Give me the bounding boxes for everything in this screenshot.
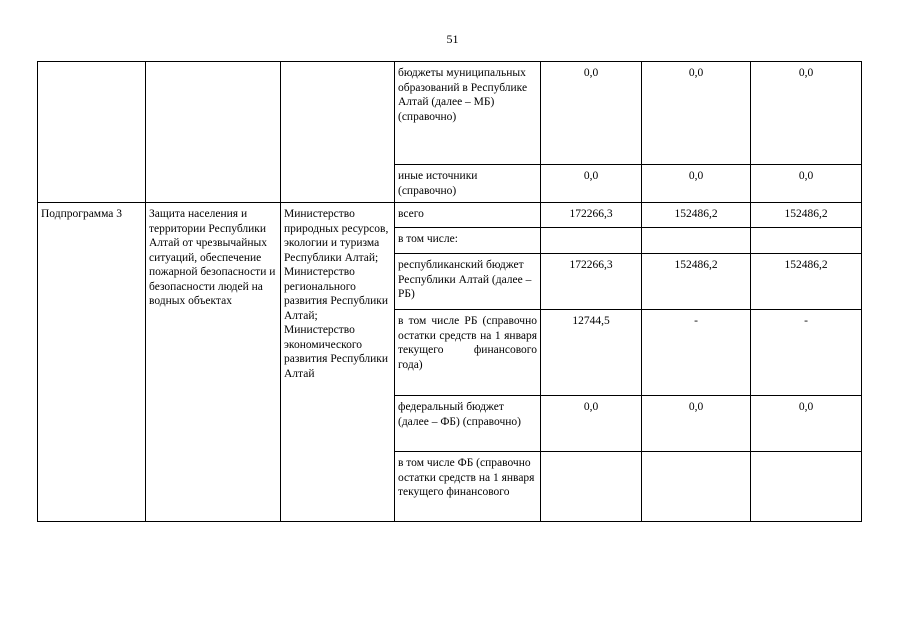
value-cell [541, 228, 642, 254]
subprogram-code-cell: Подпрограмма 3 [38, 203, 146, 522]
value-cell: 152486,2 [642, 203, 751, 228]
value-cell: 12744,5 [541, 310, 642, 396]
funding-source-cell: иные источники (справочно) [395, 165, 541, 203]
funding-source-cell [395, 310, 541, 396]
value-cell: 172266,3 [541, 254, 642, 310]
value-cell: - [751, 310, 862, 396]
funding-source-cell: федеральный бюджет (далее – ФБ) (справочно) [395, 396, 541, 452]
empty-cell [146, 62, 281, 203]
funding-source-cell: в том числе ФБ (справочно остатки средств на 1 января текущего финансового [395, 452, 541, 522]
value-cell [541, 452, 642, 522]
value-cell: - [642, 310, 751, 396]
value-cell [751, 228, 862, 254]
value-cell: 0,0 [541, 165, 642, 203]
funding-source-text: в том числе РБ (справочно остатки средств на 1 января текущего финансового [398, 315, 537, 356]
funding-source-cell: всего [395, 203, 541, 228]
value-cell: 152486,2 [751, 254, 862, 310]
value-cell: 0,0 [751, 396, 862, 452]
value-cell: 172266,3 [541, 203, 642, 228]
value-cell: 152486,2 [751, 203, 862, 228]
value-cell [751, 452, 862, 522]
funding-source-text-end: года) [398, 358, 423, 371]
subprogram-name-cell: Защита населения и территории Республики Алтай от чрезвычайных ситуаций, обеспечение пожарной безопасности и безопасности людей на водных объектах [146, 203, 281, 522]
value-cell: 0,0 [642, 396, 751, 452]
funding-source-cell: в том числе: [395, 228, 541, 254]
funding-source-cell: республиканский бюджет Республики Алтай (далее – РБ) [395, 254, 541, 310]
value-cell: 152486,2 [642, 254, 751, 310]
budget-table [37, 61, 862, 522]
executors-cell: Министерство природных ресурсов, экологии и туризма Республики Алтай; Министерство регионального развития Республики Алтай; Министерство экономического развития Республики Алтай [281, 203, 395, 522]
table-row [38, 62, 862, 165]
value-cell: 0,0 [751, 165, 862, 203]
value-cell: 0,0 [541, 396, 642, 452]
value-cell: 0,0 [642, 62, 751, 165]
value-cell: 0,0 [642, 165, 751, 203]
table-row [38, 203, 862, 228]
page-number: 51 [446, 32, 459, 46]
empty-cell [281, 62, 395, 203]
value-cell [642, 228, 751, 254]
value-cell: 0,0 [751, 62, 862, 165]
value-cell: 0,0 [541, 62, 642, 165]
funding-source-cell: бюджеты муниципальных образований в Республике Алтай (далее – МБ) (справочно) [395, 62, 541, 165]
value-cell [642, 452, 751, 522]
empty-cell [38, 62, 146, 203]
